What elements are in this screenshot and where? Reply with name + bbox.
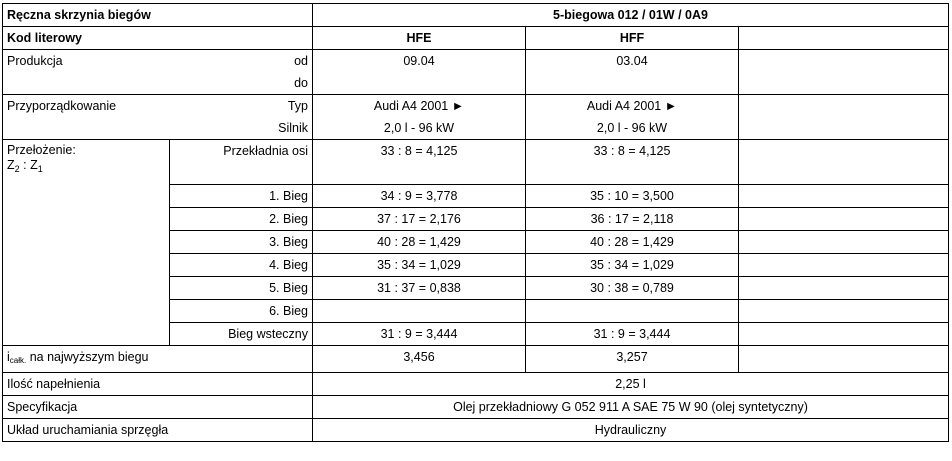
ratio-row-label: 4. Bieg bbox=[170, 254, 313, 277]
ratio-row-label: 2. Bieg bbox=[170, 208, 313, 231]
empty-cell bbox=[739, 277, 949, 300]
table-title: Ręczna skrzynia biegów bbox=[3, 4, 313, 27]
ratio-row-label: Bieg wsteczny bbox=[170, 323, 313, 346]
spec-row bbox=[3, 396, 949, 419]
empty-cell bbox=[739, 208, 949, 231]
ratio-hfe: 34 : 9 = 3,778 bbox=[313, 185, 526, 208]
assignment-hfe: Audi A4 2001 ► 2,0 l - 96 kW bbox=[313, 95, 526, 140]
ratio-hfe: 37 : 17 = 2,176 bbox=[313, 208, 526, 231]
clutch-value: Hydrauliczny bbox=[313, 419, 949, 442]
assignment-sublabels bbox=[170, 95, 313, 140]
ratio-hff: 30 : 38 = 0,789 bbox=[526, 277, 739, 300]
assignment-label: Przyporządkowanie bbox=[3, 95, 170, 140]
clutch-row bbox=[3, 419, 949, 442]
ratio-row-label: 6. Bieg bbox=[170, 300, 313, 323]
ratio-hfe: 35 : 34 = 1,029 bbox=[313, 254, 526, 277]
ratio-hff: 40 : 28 = 1,429 bbox=[526, 231, 739, 254]
ratio-hfe: 33 : 8 = 4,125 bbox=[313, 140, 526, 185]
ratio-hff: 35 : 10 = 3,500 bbox=[526, 185, 739, 208]
total-ratio-row bbox=[3, 346, 949, 373]
production-sublabels bbox=[170, 50, 313, 95]
fill-label: Ilość napełnienia bbox=[3, 373, 313, 396]
code-hff: HFF bbox=[526, 27, 739, 50]
assignment-row bbox=[3, 95, 949, 140]
production-to-label: do bbox=[294, 76, 308, 90]
ratio-hff bbox=[526, 300, 739, 323]
ratio-row-label: 1. Bieg bbox=[170, 185, 313, 208]
empty-cell bbox=[739, 95, 949, 140]
fill-value: 2,25 l bbox=[313, 373, 949, 396]
code-label: Kod literowy bbox=[3, 27, 313, 50]
ratio-axle-row bbox=[3, 140, 949, 185]
ratio-hfe bbox=[313, 300, 526, 323]
empty-cell bbox=[739, 300, 949, 323]
ratio-row-label: Przekładnia osi bbox=[170, 140, 313, 185]
code-row bbox=[3, 27, 949, 50]
empty-cell bbox=[739, 185, 949, 208]
empty-cell bbox=[739, 140, 949, 185]
ratio-label bbox=[3, 140, 170, 346]
assignment-engine-label: Silnik bbox=[278, 121, 308, 135]
header-row bbox=[3, 4, 949, 27]
spec-label: Specyfikacja bbox=[3, 396, 313, 419]
empty-cell bbox=[739, 27, 949, 50]
empty-cell bbox=[739, 323, 949, 346]
empty-cell bbox=[739, 50, 949, 95]
empty-cell bbox=[739, 346, 949, 373]
ratio-hff: 33 : 8 = 4,125 bbox=[526, 140, 739, 185]
clutch-label: Układ uruchamiania sprzęgła bbox=[3, 419, 313, 442]
production-label: Produkcja bbox=[3, 50, 170, 95]
ratio-row-label: 5. Bieg bbox=[170, 277, 313, 300]
ratio-hfe: 31 : 9 = 3,444 bbox=[313, 323, 526, 346]
total-ratio-hfe: 3,456 bbox=[313, 346, 526, 373]
total-ratio-hff: 3,257 bbox=[526, 346, 739, 373]
ratio-title: Przełożenie: bbox=[7, 143, 76, 157]
empty-cell bbox=[739, 254, 949, 277]
ratio-row-label: 3. Bieg bbox=[170, 231, 313, 254]
spec-value: Olej przekładniowy G 052 911 A SAE 75 W 90 (olej syntetyczny) bbox=[313, 396, 949, 419]
empty-cell bbox=[739, 231, 949, 254]
assignment-hff: Audi A4 2001 ► 2,0 l - 96 kW bbox=[526, 95, 739, 140]
gearbox-type: 5-biegowa 012 / 01W / 0A9 bbox=[313, 4, 949, 27]
fill-row bbox=[3, 373, 949, 396]
production-hfe: 09.04 bbox=[313, 50, 526, 95]
production-from-label: od bbox=[294, 54, 308, 68]
ratio-hff: 36 : 17 = 2,118 bbox=[526, 208, 739, 231]
code-hfe: HFE bbox=[313, 27, 526, 50]
ratio-z-formula: $Z_2$ : $Z_1$ bbox=[7, 158, 43, 174]
gearbox-spec-table bbox=[2, 3, 949, 442]
production-row bbox=[3, 50, 949, 95]
ratio-hfe: 31 : 37 = 0,838 bbox=[313, 277, 526, 300]
total-ratio-label: $i_{całk.}$ na najwyższym biegu bbox=[3, 346, 313, 373]
ratio-hff: 35 : 34 = 1,029 bbox=[526, 254, 739, 277]
ratio-hff: 31 : 9 = 3,444 bbox=[526, 323, 739, 346]
ratio-hfe: 40 : 28 = 1,429 bbox=[313, 231, 526, 254]
assignment-type-label: Typ bbox=[287, 99, 308, 113]
production-hff: 03.04 bbox=[526, 50, 739, 95]
